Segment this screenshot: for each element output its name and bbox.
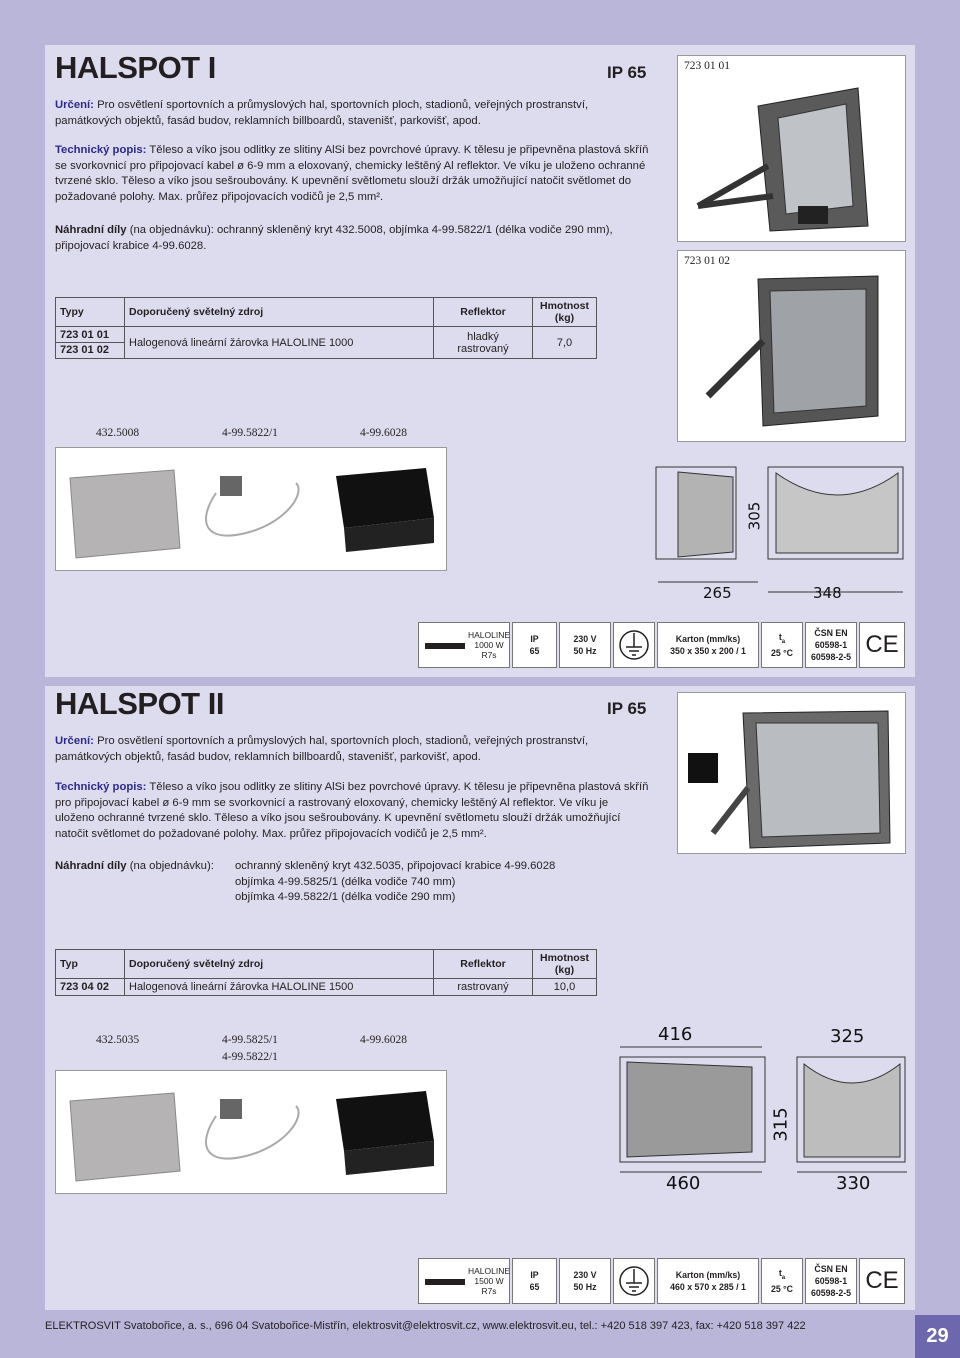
ce-mark-icon: CE <box>865 1267 899 1294</box>
footer-contact: ELEKTROSVIT Svatobořice, a. s., 696 04 Svatobořice-Mistřín, elektrosvit@elektrosvit.cz, www.elektrosvit.eu, tel.: +420 518 397 423, fax: +420 518 397 422 <box>45 1320 806 1332</box>
protection-class-icon <box>616 1263 652 1299</box>
acc-code: 4-99.5825/1 <box>222 1034 278 1046</box>
spare-parts: Náhradní díly (na objednávku): ochranný skleněný kryt 432.5008, objímka 4-99.5822/1 (délka vodiče 290 mm), připojovací krabice 4-99.6028. <box>55 224 613 252</box>
lamp-info-box: HALOLINE 1000 W R7s <box>418 622 510 668</box>
voltage-box: 230 V 50 Hz <box>559 622 611 668</box>
product-title: HALSPOT I <box>55 50 216 85</box>
ip-rating: IP 65 <box>607 699 647 718</box>
ground-symbol-box <box>613 622 655 668</box>
protection-class-icon <box>616 627 652 663</box>
accessory-photos <box>55 447 447 571</box>
product-photo-723-01-02: 723 01 02 <box>677 250 906 442</box>
tech-description: Technický popis: Těleso a víko jsou odlitky ze slitiny AlSi bez povrchové úpravy. K tělesu je připevněna plastová skříň se svorkovnicí pro připojovací kabel ø 6-9 mm a eloxovaný, chemicky leštěný Al reflektor. Ve víku je uloženo ochranné tvrzené sklo. Těleso a víko jsou sešroubovány. K upevnění světlometu slouží držák umožňující natočit světlomet do požadované polohy. Max. průřez připojovacích vodičů je 2,5 mm². <box>55 144 649 203</box>
norm-box: ČSN EN 60598-1 60598-2-5 <box>805 1258 857 1304</box>
technical-drawing: 416 325 315 460 330 <box>612 1022 912 1202</box>
ip-rating: IP 65 <box>607 63 647 82</box>
acc-code: 432.5008 <box>96 427 140 439</box>
lamp-info-box: HALOLINE 1500 W R7s <box>418 1258 510 1304</box>
ce-mark-box <box>859 1258 905 1304</box>
acc-code: 4-99.5822/1 <box>222 1051 278 1063</box>
spare-parts: Náhradní díly (na objednávku): ochranný skleněný kryt 432.5035, připojovací krabice 4-99.6028 objímka 4-99.5825/1 (délka vodiče 740 mm) objímka 4-99.5822/1 (délka vodiče 290 mm) <box>55 860 556 903</box>
norm-box: ČSN EN 60598-1 60598-2-5 <box>805 622 857 668</box>
carton-box: Karton (mm/ks) 350 x 350 x 200 / 1 <box>657 622 759 668</box>
ground-symbol-box <box>613 1258 655 1304</box>
ce-mark-icon: CE <box>865 631 899 658</box>
product-photo-723-04-02 <box>677 692 906 854</box>
spec-table: Typy Doporučený světelný zdroj Reflektor Hmotnost (kg) 723 01 01 723 01 02 Halogenová lineární žárovka HALOLINE 1000 hladký rastrovaný 7,0 <box>55 297 597 359</box>
acc-code: 4-99.6028 <box>360 1034 407 1046</box>
technical-drawing: 305 265 348 <box>648 457 910 607</box>
ip-box: IP 65 <box>512 1258 557 1304</box>
page-number: 29 <box>915 1315 960 1358</box>
acc-code: 432.5035 <box>96 1034 140 1046</box>
product-title: HALSPOT II <box>55 686 224 721</box>
purpose-text: Určení: Pro osvětlení sportovních a průmyslových hal, sportovních ploch, stadionů, veřejných prostranství, památkových objektů, fasád budov, reklamních billboardů, stavenišť, parkovišť, apod. <box>55 99 589 127</box>
purpose-text: Určení: Pro osvětlení sportovních a průmyslových hal, sportovních ploch, stadionů, veřejných prostranství, památkových objektů, fasád budov, reklamních billboardů, stavenišť, parkovišť, apod. <box>55 735 589 763</box>
acc-code: 4-99.5822/1 <box>222 427 278 439</box>
ce-mark-box <box>859 622 905 668</box>
spec-table: Typ Doporučený světelný zdroj Reflektor Hmotnost (kg) 723 04 02 Halogenová lineární žárovka HALOLINE 1500 rastrovaný 10,0 <box>55 949 597 996</box>
carton-box: Karton (mm/ks) 460 x 570 x 285 / 1 <box>657 1258 759 1304</box>
acc-code: 4-99.6028 <box>360 427 407 439</box>
temperature-box: $t_a$ 25 °C <box>761 1258 803 1304</box>
accessory-photos <box>55 1070 447 1194</box>
ip-box: IP 65 <box>512 622 557 668</box>
voltage-box: 230 V 50 Hz <box>559 1258 611 1304</box>
product-photo-723-01-01: 723 01 01 <box>677 55 906 242</box>
temperature-box: $t_a$ 25 °C <box>761 622 803 668</box>
tech-description: Technický popis: Těleso a víko jsou odlitky ze slitiny AlSi bez povrchové úpravy. K tělesu je připevněna plastová skříň pro připojovací kabel ø 6-9 mm se svorkovnicí a rastrovaný eloxovaný, chemicky leštěný Al reflektor. Ve víku je uloženo ochranné tvrzené sklo. Těleso a víko jsou sešroubovány. K upevnění světlometu slouží držák umožňující natočit světlomet do požadované polohy. Max. průřez připojovacích vodičů je 2,5 mm². <box>55 781 649 840</box>
